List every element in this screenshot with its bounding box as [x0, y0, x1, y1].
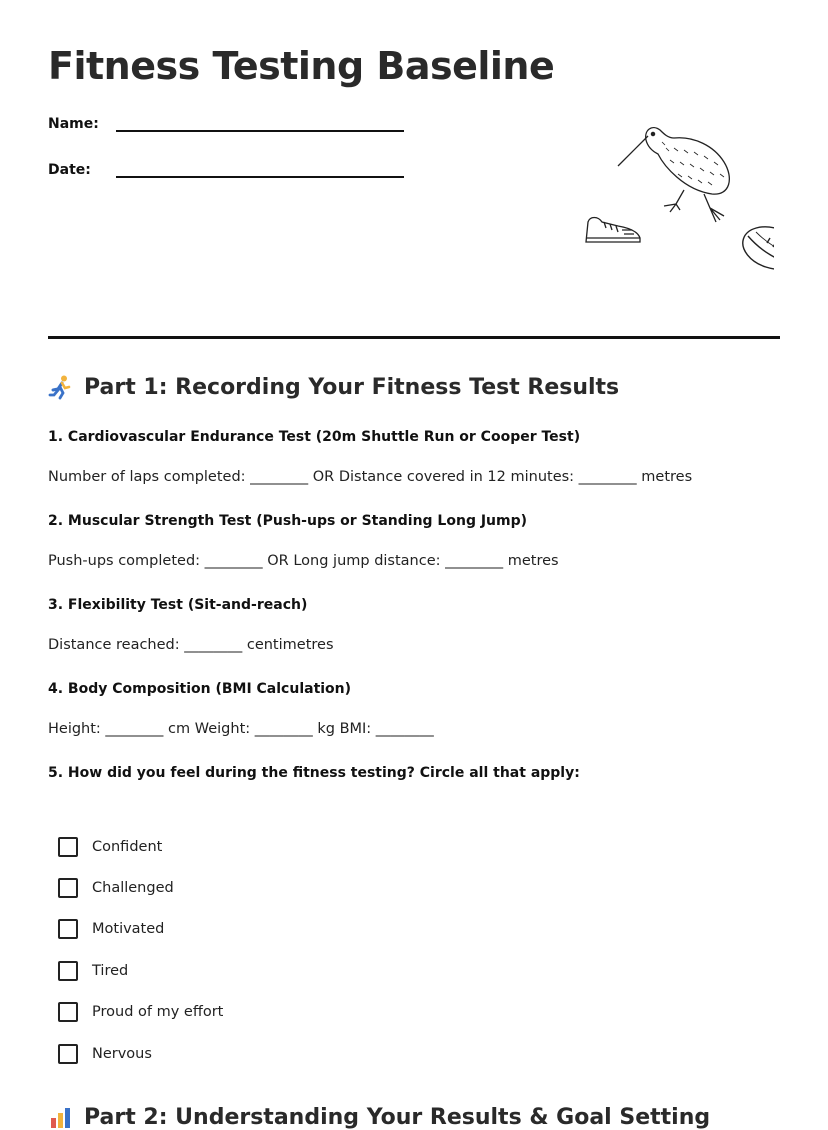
feeling-option[interactable]: [58, 992, 223, 1033]
feeling-label: Tired: [92, 962, 129, 979]
question-1-title: 1. Cardiovascular Endurance Test (20m Shuttle Run or Cooper Test): [48, 429, 581, 445]
feeling-option[interactable]: [58, 909, 223, 950]
name-label: Name:: [48, 116, 99, 132]
part1-heading: [48, 374, 619, 400]
question-3-answer[interactable]: Distance reached: ________ centimetres: [48, 637, 334, 653]
part1-heading-text: Part 1: Recording Your Fitness Test Results: [84, 374, 620, 400]
feeling-label: Confident: [92, 838, 163, 855]
question-3-title: 3. Flexibility Test (Sit-and-reach): [48, 597, 308, 613]
feeling-option[interactable]: [58, 950, 223, 991]
name-input-line[interactable]: [116, 116, 404, 132]
sports-illustration: [534, 118, 774, 278]
part2-heading-text: Part 2: Understanding Your Results & Goal Setting: [84, 1104, 711, 1130]
feeling-label: Proud of my effort: [92, 1004, 224, 1021]
feeling-label: Challenged: [92, 880, 174, 897]
feeling-option[interactable]: [58, 1033, 223, 1074]
name-field: [48, 116, 404, 132]
checkbox[interactable]: [58, 837, 78, 857]
feeling-option[interactable]: [58, 867, 223, 908]
question-2-title: 2. Muscular Strength Test (Push-ups or Standing Long Jump): [48, 513, 528, 529]
question-5-title: 5. How did you feel during the fitness testing? Circle all that apply:: [48, 765, 580, 781]
checkbox[interactable]: [58, 1002, 78, 1022]
rugby-ball-icon: [737, 220, 774, 277]
page-title: Fitness Testing Baseline: [48, 44, 555, 88]
checkbox[interactable]: [58, 961, 78, 981]
date-input-line[interactable]: [116, 162, 404, 178]
question-1-answer[interactable]: Number of laps completed: ________ OR Distance covered in 12 minutes: ________ metres: [48, 469, 693, 485]
runner-icon: [48, 374, 74, 400]
question-2-answer[interactable]: Push-ups completed: ________ OR Long jump distance: ________ metres: [48, 553, 559, 569]
date-field: [48, 162, 404, 178]
feelings-checklist: [58, 826, 223, 1074]
question-4-title: 4. Body Composition (BMI Calculation): [48, 681, 352, 697]
checkbox[interactable]: [58, 878, 78, 898]
kiwi-bird-icon: [618, 128, 729, 222]
part2-heading: [48, 1104, 710, 1130]
checkbox[interactable]: [58, 919, 78, 939]
section-divider: [48, 336, 780, 339]
checkbox[interactable]: [58, 1044, 78, 1064]
feeling-option[interactable]: [58, 826, 223, 867]
question-4-answer[interactable]: Height: ________ cm Weight: ________ kg BMI: ________: [48, 721, 434, 737]
chart-icon: [48, 1104, 74, 1130]
feeling-label: Nervous: [92, 1045, 152, 1062]
feeling-label: Motivated: [92, 921, 165, 938]
sneaker-icon: [586, 218, 640, 243]
date-label: Date:: [48, 162, 91, 178]
